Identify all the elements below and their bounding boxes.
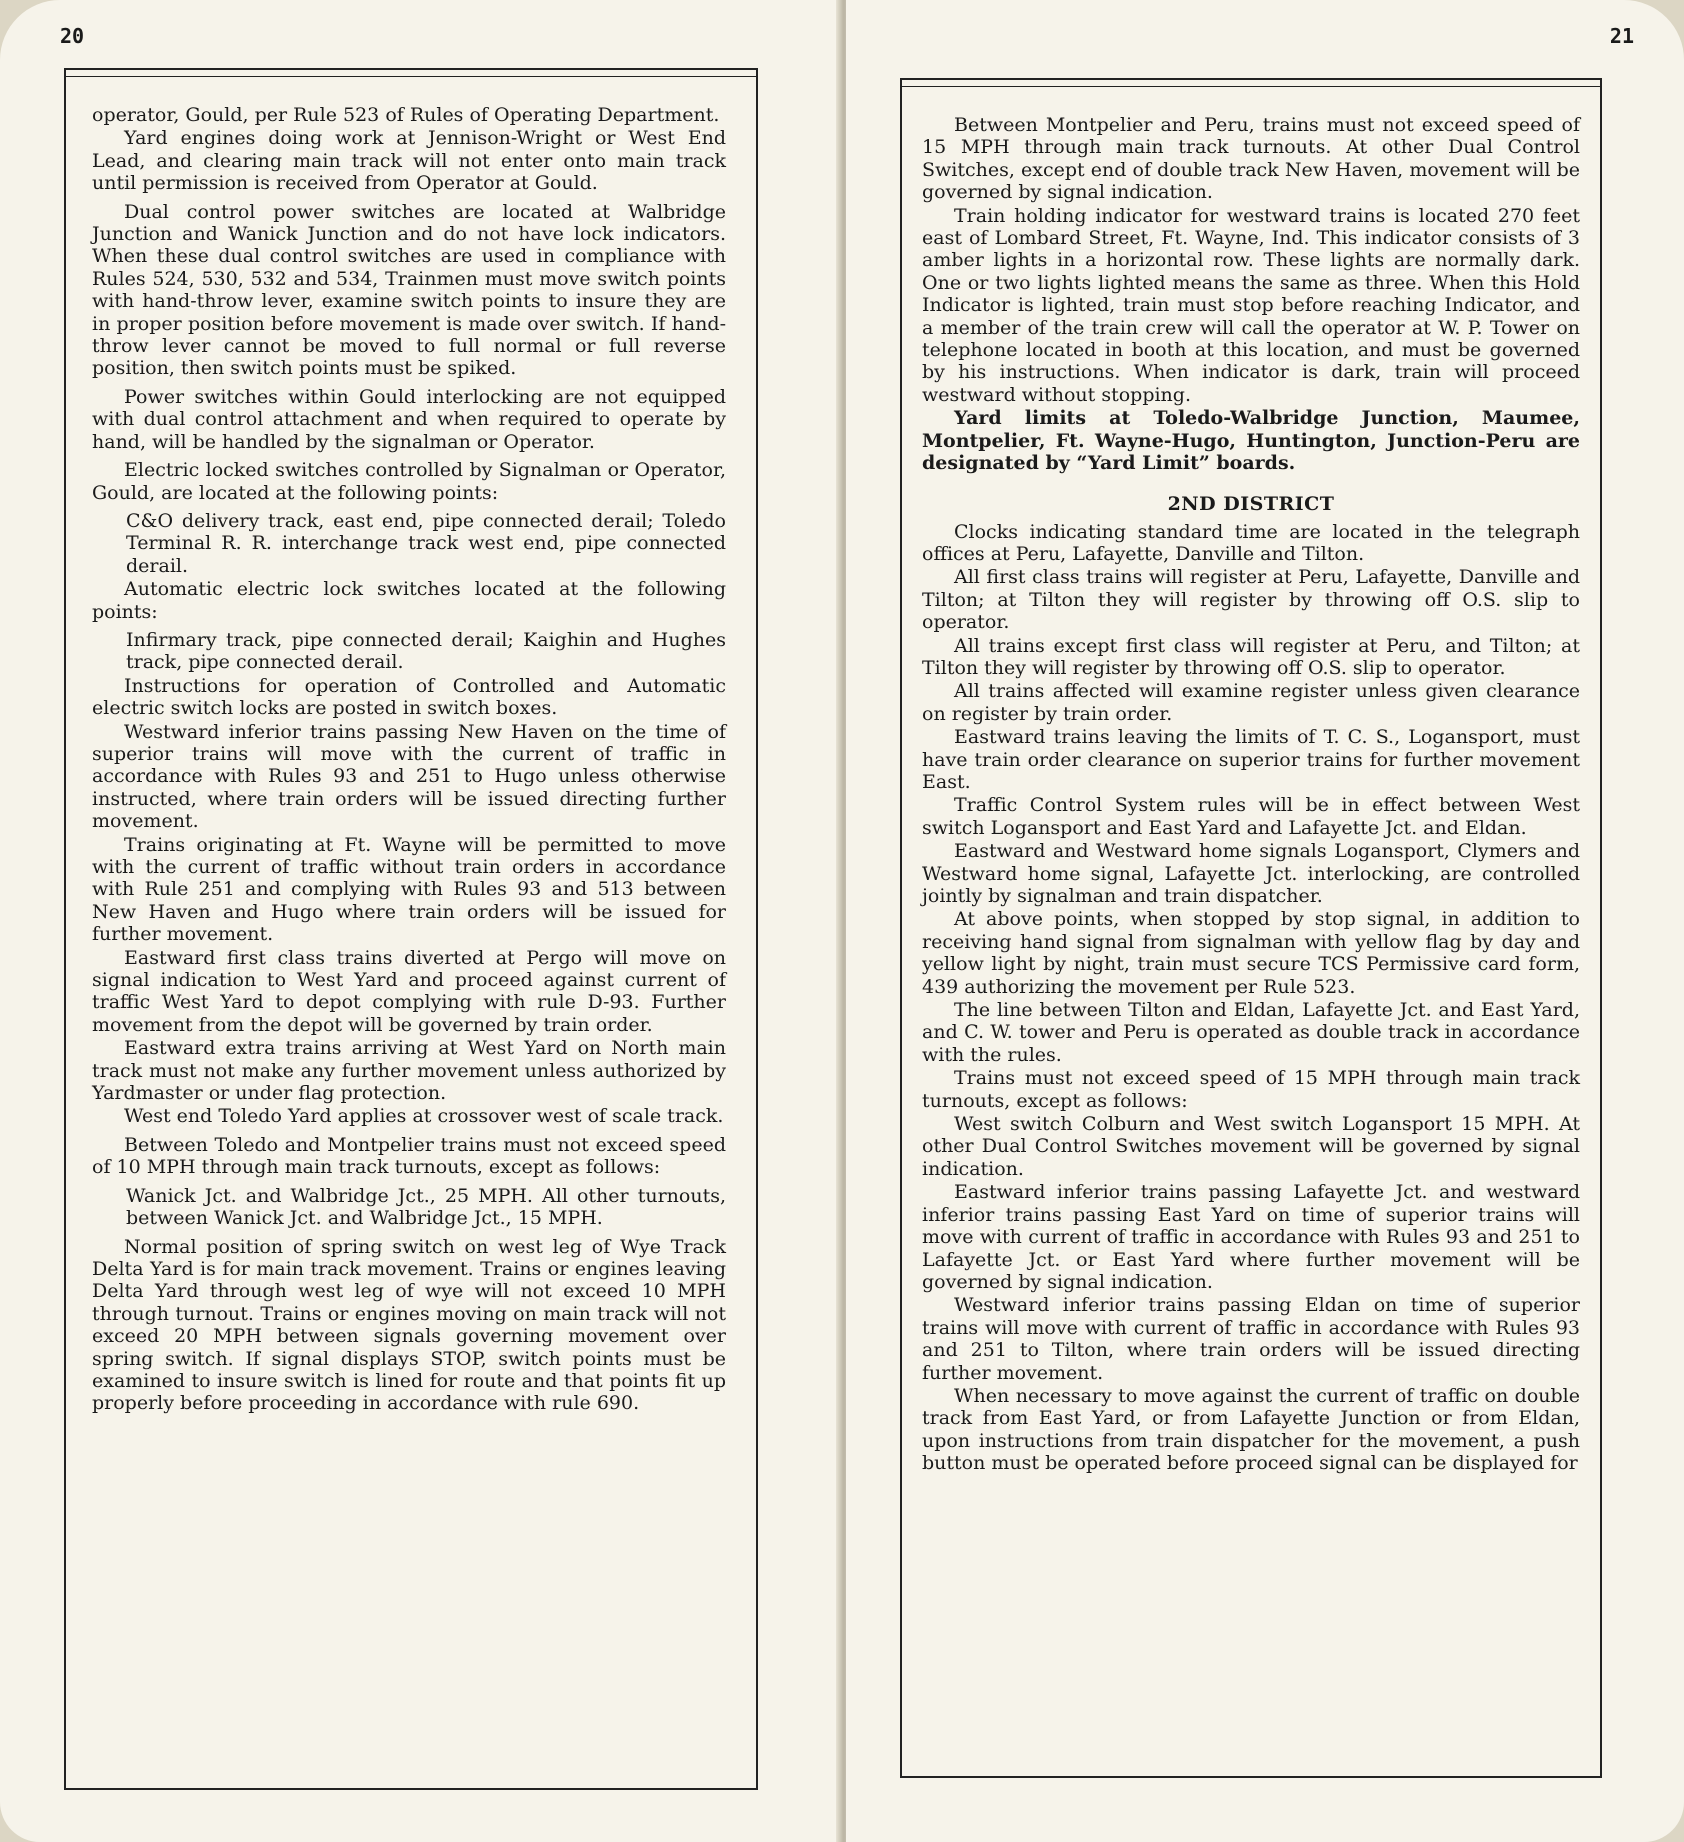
paragraph: All trains affected will examine register unless given clearance on register by train order. <box>922 680 1580 725</box>
paragraph: C&O delivery track, east end, pipe connected derail; Toledo Terminal R. R. interchange track west end, pipe connected derail. <box>126 509 726 577</box>
paragraph: Between Toledo and Montpelier trains must not exceed speed of 10 MPH through main track turnouts, except as follows: <box>92 1133 726 1179</box>
paragraph: All trains except first class will register at Peru, and Tilton; at Tilton they will register by throwing off O.S. slip to operator. <box>922 634 1580 679</box>
paragraph: Yard engines doing work at Jennison-Wright or West End Lead, and clearing main track will not enter onto main track until permission is received from Operator at Gould. <box>92 127 726 195</box>
page-number: 21 <box>1609 24 1634 48</box>
paragraph: When necessary to move against the current of traffic on double track from East Yard, or from Lafayette Junction or from Eldan, upon instructions from train dispatcher for the movement, a push button must be operated before proceed signal can be displayed for <box>922 1384 1580 1475</box>
paragraph: Instructions for operation of Controlled and Automatic electric switch locks are posted in switch boxes. <box>92 674 726 720</box>
paragraph: Trains originating at Ft. Wayne will be permitted to move with the current of traffic without train orders in accordance with Rule 251 and complying with Rules 93 and 513 between New Haven and Hugo where train orders will be issued for further movement. <box>92 833 726 946</box>
paragraph: Eastward trains leaving the limits of T. C. S., Logansport, must have train order clearance on superior trains for further movement East. <box>922 726 1580 793</box>
paragraph: Trains must not exceed speed of 15 MPH through main track turnouts, except as follows: <box>922 1067 1580 1112</box>
paragraph: Automatic electric lock switches located at the following points: <box>92 578 726 623</box>
paragraph: Normal position of spring switch on west leg of Wye Track Delta Yard is for main track movement. Trains or engines leaving Delta Yard through west leg of wye will not exceed 10 MPH through turnout. Trains or engines moving on main track will not exceed 20 MPH between signals governing movement over spring switch. If signal displays STOP, switch points must be examined to insure switch is lined for route and that points fit up properly before proceeding in accordance with rule 690. <box>92 1235 726 1415</box>
paragraph: Eastward inferior trains passing Lafayette Jct. and westward inferior trains passing East Yard on time of superior trains will move with current of traffic in accordance with Rules 93 and 251 to Lafayette Jct. or East Yard where further movement will be governed by signal indication. <box>922 1181 1580 1293</box>
paragraph: West switch Colburn and West switch Logansport 15 MPH. At other Dual Control Switches movement will be governed by signal indication. <box>922 1113 1580 1180</box>
paragraph: Eastward extra trains arriving at West Yard on North main track must not make any further movement unless authorized by Yardmaster or under flag protection. <box>92 1037 726 1105</box>
paragraph: The line between Tilton and Eldan, Lafayette Jct. and East Yard, and C. W. tower and Peru is operated as double track in accordance with the rules. <box>922 999 1580 1066</box>
paragraph: At above points, when stopped by stop signal, in addition to receiving hand signal from signalman with yellow flag by day and yellow light by night, train must secure TCS Permissive card form, 439 authorizing the movement per Rule 523. <box>922 908 1580 998</box>
paragraph: Infirmary track, pipe connected derail; Kaighin and Hughes track, pipe connected derail. <box>126 628 726 674</box>
paragraph: Traffic Control System rules will be in effect between West switch Logansport and East Yard and Lafayette Jct. and Eldan. <box>922 794 1580 839</box>
text-frame <box>64 68 758 1790</box>
paragraph: Westward inferior trains passing Eldan on time of superior trains will move with current of traffic in accordance with Rules 93 and 251 to Tilton, where train orders will be issued directing further movement. <box>922 1294 1580 1384</box>
yard-limits-paragraph: Yard limits at Toledo-Walbridge Junction, Maumee, Montpelier, Ft. Wayne-Hugo, Huntington, Junction-Peru are designated by “Yard Limit” boards. <box>922 407 1580 475</box>
paragraph: Power switches within Gould interlocking are not equipped with dual control attachment and when required to operate by hand, will be handled by the signalman or Operator. <box>92 385 726 453</box>
paragraph: operator, Gould, per Rule 523 of Rules of Operating Department. <box>92 104 720 126</box>
paragraph: Electric locked switches controlled by Signalman or Operator, Gould, are located at the following points: <box>92 459 726 504</box>
paragraph: All first class trains will register at Peru, Lafayette, Danville and Tilton; at Tilton they will register by throwing off O.S. slip to operator. <box>922 566 1580 634</box>
page-number: 20 <box>60 24 85 48</box>
paragraph: Train holding indicator for westward trains is located 270 feet east of Lombard Street, Ft. Wayne, Ind. This indicator consists of 3 amber lights in a horizontal row. These lights are normally dark. One or two lights lighted means the same as three. When this Hold Indicator is lighted, train must stop before reaching Indicator, and a member of the train crew will call the operator at W. P. Tower on telephone located in booth at this location, and must be governed by his instructions. When indicator is dark, train will proceed westward without stopping. <box>922 204 1580 406</box>
paragraph: Dual control power switches are located at Walbridge Junction and Wanick Junction and do not have lock indicators. When these dual control switches are used in compliance with Rules 524, 530, 532 and 534, Trainmen must move switch points with hand-throw lever, examine switch points to insure they are in proper position before movement is made over switch. If hand-throw lever cannot be moved to full normal or full reverse position, then switch points must be spiked. <box>92 200 726 380</box>
paragraph: West end Toledo Yard applies at crossover west of scale track. <box>124 1105 724 1128</box>
paragraph: Between Montpelier and Peru, trains must not exceed speed of 15 MPH through main track turnouts. At other Dual Control Switches, except end of double track New Haven, movement will be governed by signal indication. <box>922 114 1580 204</box>
section-heading: 2ND DISTRICT <box>1167 492 1335 515</box>
text-frame <box>900 78 1602 1778</box>
paragraph: Wanick Jct. and Walbridge Jct., 25 MPH. All other turnouts, between Wanick Jct. and Walbridge Jct., 15 MPH. <box>126 1184 726 1230</box>
paragraph: Clocks indicating standard time are located in the telegraph offices at Peru, Lafayette, Danville and Tilton. <box>922 520 1580 565</box>
paragraph: Eastward and Westward home signals Logansport, Clymers and Westward home signal, Lafayette Jct. interlocking, are controlled jointly by signalman and train dispatcher. <box>922 840 1580 907</box>
paragraph: Westward inferior trains passing New Haven on the time of superior trains will move with the current of traffic in accordance with Rules 93 and 251 to Hugo unless otherwise instructed, where train orders will be issued directing further movement. <box>92 720 726 833</box>
paragraph: Eastward first class trains diverted at Pergo will move on signal indication to West Yard and proceed against current of traffic West Yard to depot complying with rule D-93. Further movement from the depot will be governed by train order. <box>92 946 726 1036</box>
right-page <box>846 0 1684 1842</box>
